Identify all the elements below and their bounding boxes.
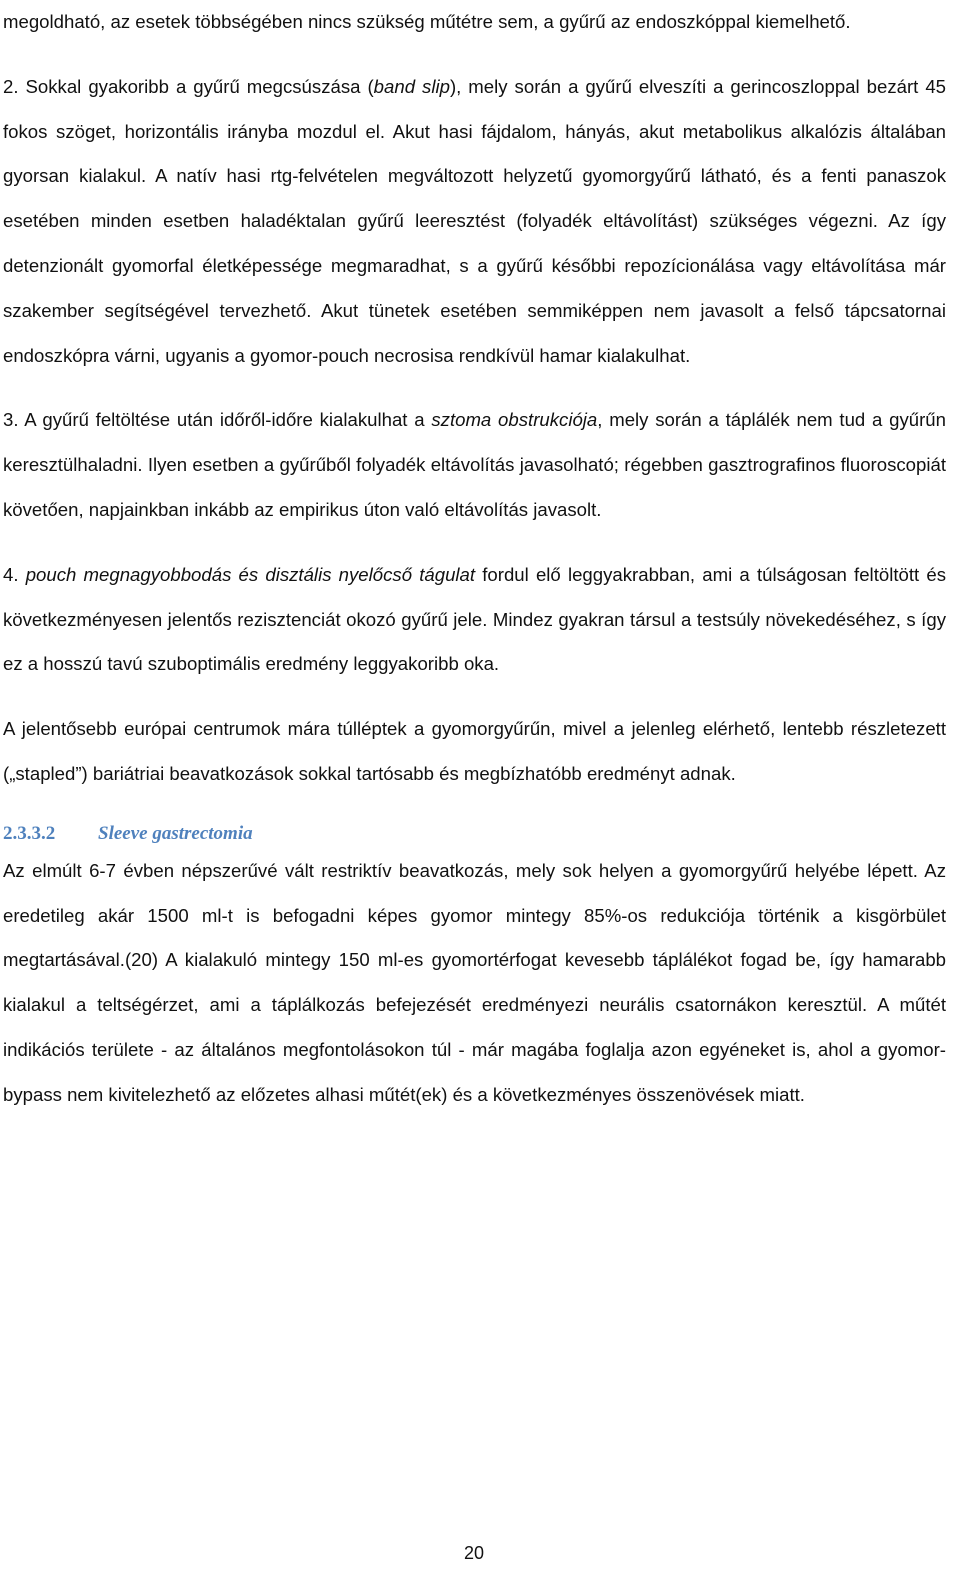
stoma-text-start: 3. A gyűrű feltöltése után időről-időre kialakulhat a [3,409,432,431]
stoma-text-rest: , mely során a táplálék nem tud a gyűrűn keresztülhaladni. Ilyen esetben a gyűrűből folyadék eltávolítás javasolható; régebben gasztrografinos fluoroscopiát követően, napjainkban inkább az empirikus úton való eltávolítás javasolt. [3,409,946,520]
paragraph-ring-removal: megoldható, az esetek többségében nincs szükség műtétre sem, a gyűrű az endoszkóppal kiemelhető. [3,11,851,32]
paragraph-stoma-obstruction [3,398,946,532]
section-heading [3,819,946,849]
pouch-term: pouch megnagyobbodás és disztális nyelőcső tágulat [25,563,476,585]
band-slip-text-start: 2. Sokkal gyakoribb a gyűrű megcsúszása ( [3,75,374,97]
section-number: 2.3.3.2 [3,822,56,844]
paragraph-band-slip [3,65,946,379]
stoma-term: sztoma obstrukciója [431,409,598,431]
pouch-text-start: 4. [3,563,26,585]
pouch-text-rest: fordul elő leggyakrabban, ami a túlságosan feltöltött és következményesen jelentős rezisztenciát okozó gyűrű jele. Mindez gyakran társul a testsúly növekedéséhez, s így ez a hosszú tavú szuboptimális eredmény leggyakoribb oka. [3,563,946,675]
page-number: 20 [463,1543,485,1563]
band-slip-term: band slip [373,75,450,97]
paragraph-sleeve-gastrectomy: Az elmúlt 6-7 évben népszerűvé vált restriktív beavatkozás, mely sok helyen a gyomorgyűrű helyébe lépett. Az eredetileg akár 1500 ml-t is befogadni képes gyomor mintegy 85%-os redukciója történik a kisgörbület megtartásával.(20) A kialakuló mintegy 150 ml-es gyomortérfogat kevesebb táplálékot fogad be, így hamarabb kialakul a teltségérzet, ami a táplálkozás befejezését eredményezi neurális csatornákon keresztül. A műtét indikációs területe - az általános megfontolásokon túl - már magába foglalja azon egyéneket is, ahol a gyomor-bypass nem kivitelezhető az előzetes alhasi műtét(ek) és a következményes összenövések miatt. [3,859,946,1105]
paragraph-pouch-dilation [3,553,946,687]
section-title: Sleeve gastrectomia [98,822,253,844]
band-slip-text-rest: ), mely során a gyűrű elveszíti a gerincoszloppal bezárt 45 fokos szöget, horizontális irányba mozdul el. Akut hasi fájdalom, hányás, akut metabolikus alkalózis általában gyorsan kialakul. A natív hasi rtg-felvételen megváltozott helyzetű gyomorgyűrű látható, és a fenti panaszok esetében minden esetben haladéktalan gyűrű leeresztést (folyadék eltávolítást) szükséges végezni. Az így detenzionált gyomorfal életképessége megmaradhat, s a gyűrű későbbi repozícionálása vagy eltávolítása már szakember segítségével tervezhető. Akut tünetek esetében semmiképpen nem javasolt a felső tápcsatornai endoszkópra várni, ugyanis a gyomor-pouch necrosisa rendkívül hamar kialakulhat. [3,75,946,366]
paragraph-european-centers: A jelentősebb európai centrumok mára túlléptek a gyomorgyűrűn, mivel a jelenleg elérhető, lentebb részletezett („stapled”) bariátriai beavatkozások sokkal tartósabb és megbízhatóbb eredményt adnak. [3,718,946,784]
document-page [3,0,946,1118]
